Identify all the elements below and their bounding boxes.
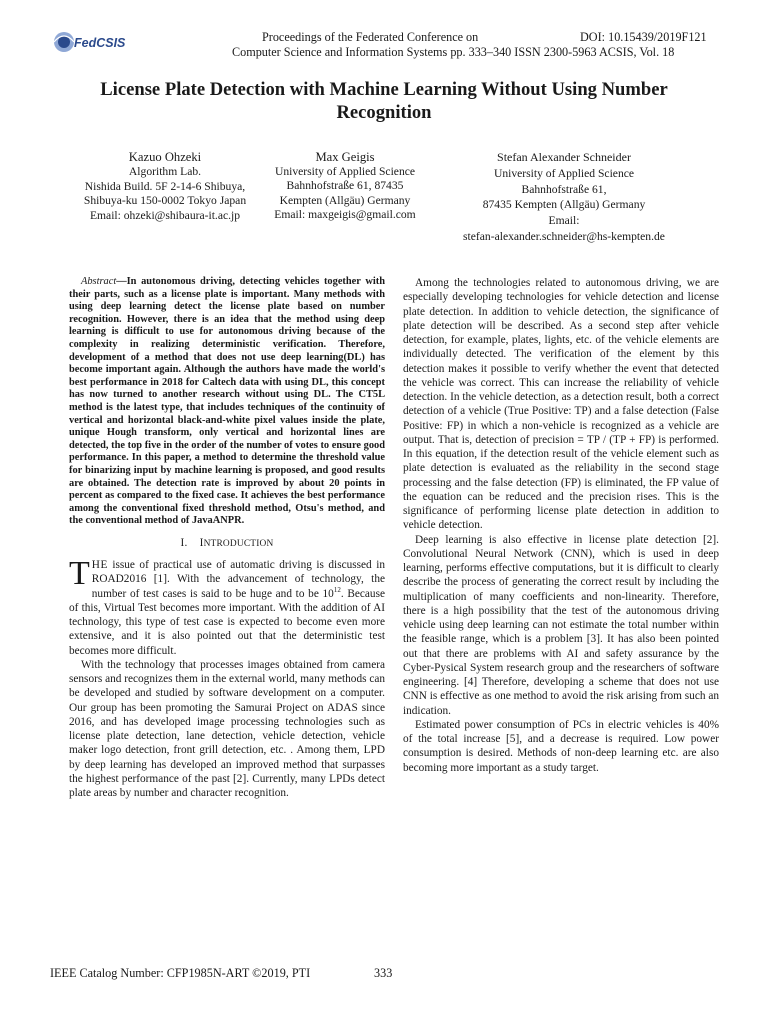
body-paragraph: Deep learning is also effective in license plate detection [2]. Convolutional Neural Network (CNN), which is used in deep learning, performs effective computations, but it is difficult to clearly describe the process of generating the correct result by including the multiplication of many coefficients and non-linearity. Therefore, there is a high possibility that the test of the autonomous driving vehicle using deep learning can not estimate the total number within the feasible range, which is a problem [3]. It has also been pointed out that there are problems with AI and safety assurance by the Cyber-Pysical System research group and the researchers of software engineering. [4] Therefore, developing a scheme that does not use CNN is effective as one method to avoid the risk arising from such an indication. — [403, 533, 719, 717]
logo-text: FedCSIS — [74, 36, 126, 50]
footer-catalog: IEEE Catalog Number: CFP1985N-ART ©2019, PTI — [50, 966, 311, 980]
author-address: 87435 Kempten (Allgäu) Germany — [482, 198, 646, 212]
author-address: Nishida Build. 5F 2-14-6 Shibuya, — [84, 179, 246, 193]
paper-title: License Plate Detection with Machine Learning Without Using Number Recognition — [100, 79, 668, 123]
author-address: Bahnhofstraße 61, 87435 — [286, 179, 404, 192]
author-affiliation: Algorithm Lab. — [128, 165, 202, 178]
section-heading — [69, 536, 385, 551]
intro-text-cont: . Because of this, Virtual Test becomes more important. With the addition of AI technology, this type of test case is expected to become even more extensive, and it is also pointed out that the deterministic test becomes more difficult. — [69, 587, 385, 657]
author-email: Email: ohzeki@shibaura-it.ac.jp — [89, 208, 241, 222]
fedcsis-logo — [52, 28, 126, 56]
drop-cap: T — [69, 555, 90, 593]
author-address: Bahnhofstraße 61, — [521, 182, 607, 196]
author-email-label: Email: — [548, 214, 580, 228]
abstract-dash: — — [116, 276, 127, 287]
page-number: 333 — [374, 966, 393, 980]
author-block — [60, 150, 270, 223]
author-email: Email: maxgeigis@gmail.com — [274, 208, 416, 221]
author-affiliation: University of Applied Science — [274, 164, 416, 178]
section-title-initial: I — [199, 536, 204, 549]
right-column — [403, 276, 719, 775]
author-name: Max Geigis — [315, 150, 375, 164]
author-address: Shibuya-ku 150-0002 Tokyo Japan — [83, 194, 247, 207]
exponent: 12 — [333, 585, 341, 594]
body-paragraph: Among the technologies related to autonomous driving, we are especially developing technologies for vehicle detection and license plate detection. In addition to vehicle detection, the significance of plate detection will be described. As a second step after vehicle detection, for example, plates, lights, etc. of the vehicle elements are individually detected. The verification of the element by this detection makes it possible to verify whether the event that detected the vehicle was correct. This can increase the reliability of vehicle detection. In the vehicle detection, as a detection result, both a correct detection of a vehicle (True Positive: TP) and a false detection (False Positive: FP) in which a non-vehicle is recognized as a vehicle are output. That is, detection of precision = TP / (TP + FP) is performed. In this equation, if the detection result of the vehicle element such as plate detection is evaluated as the reliability in the second stage processing and the false detection (FP) is eliminated, the FP value of the equation can be reduced and the precision rises. This is the significance of performing license plate detection in addition to vehicle detection. — [403, 277, 719, 532]
left-column — [69, 276, 385, 800]
abstract — [69, 276, 385, 528]
intro-paragraph-2: With the technology that processes images obtained from camera sensors and recognizes them in the external world, many methods can be developed and studied by software development on a computer. Our group has been promoting the Samurai Project on ADAS since 2016, and has developed image processing technologies such as license plate detection, lane detection, vehicle detection, vehicle maker logo detection, front grill detection, etc. . Among them, LPD by deep learning has developed an improved method that surpasses the highest performance of the past [2]. Currently, many LPDs detect plate areas by number and character recognition. — [69, 658, 385, 800]
author-name: Stefan Alexander Schneider — [497, 150, 631, 164]
intro-first-word: HE — [91, 559, 108, 572]
author-name: Kazuo Ohzeki — [128, 150, 202, 164]
abstract-text: In autonomous driving, detecting vehicles together with their parts, such as a license plate is important. Many methods with using deep learning detect the license plate based on number recognition. However, there is an idea that the method using deep learning is difficult to use for autonomous driving because of the complexity in realizing deterministic verification. Therefore, development of a method that does not use deep learning(DL) has become important again. Although the authors have made the world's best performance in 2018 for Caltech data with using DL, this concept has now turned to another research without using DL. The CT5L method is the latest type, that includes techniques of the continuity of vertical and horizontal black-and-white pixel values inside the plate, unique Hough transform, only vertical and horizontal lines are detected, the top five in the order of the number of votes to ensure good performance. In this paper, a method to determine the threshold value for binarizing input by machine learning is proposed, and good results are obtained. The detection rate is improved by about 20 points in percent as compared to the fixed case. It achieves the best performance among the conventional fixed threshold method, Otsu's method, and the conventional method of JavaANPR. — [69, 276, 385, 527]
doi: DOI: 10.15439/2019F121 — [580, 30, 707, 44]
section-title-rest: NTRODUCTION — [203, 538, 274, 549]
author-block — [245, 150, 445, 223]
author-block — [444, 150, 684, 245]
conference-name-line1: Proceedings of the Federated Conference on — [262, 30, 479, 44]
author-email: stefan-alexander.schneider@hs-kempten.de — [463, 229, 665, 243]
intro-paragraph — [69, 555, 385, 658]
body-paragraph: Estimated power consumption of PCs in electric vehicles is 40% of the total increase [5], and a decrease is required. Low power consumption is desired. Methods of non-deep learning etc. are also becoming more important as a study target. — [403, 718, 719, 774]
abstract-label: Abstract — [81, 276, 117, 287]
section-number: I. — [180, 536, 188, 549]
author-address: Kempten (Allgäu) Germany — [279, 193, 411, 207]
author-affiliation: University of Applied Science — [493, 166, 635, 180]
intro-text: issue of practical use of automatic driving is discussed in ROAD2016 [1]. With the advancement of technology, the number of test cases is said to be huge and to be 10 — [91, 559, 385, 600]
conference-name-line2: Computer Science and Information Systems pp. 333–340 ISSN 2300-5963 ACSIS, Vol. 18 — [232, 45, 675, 59]
